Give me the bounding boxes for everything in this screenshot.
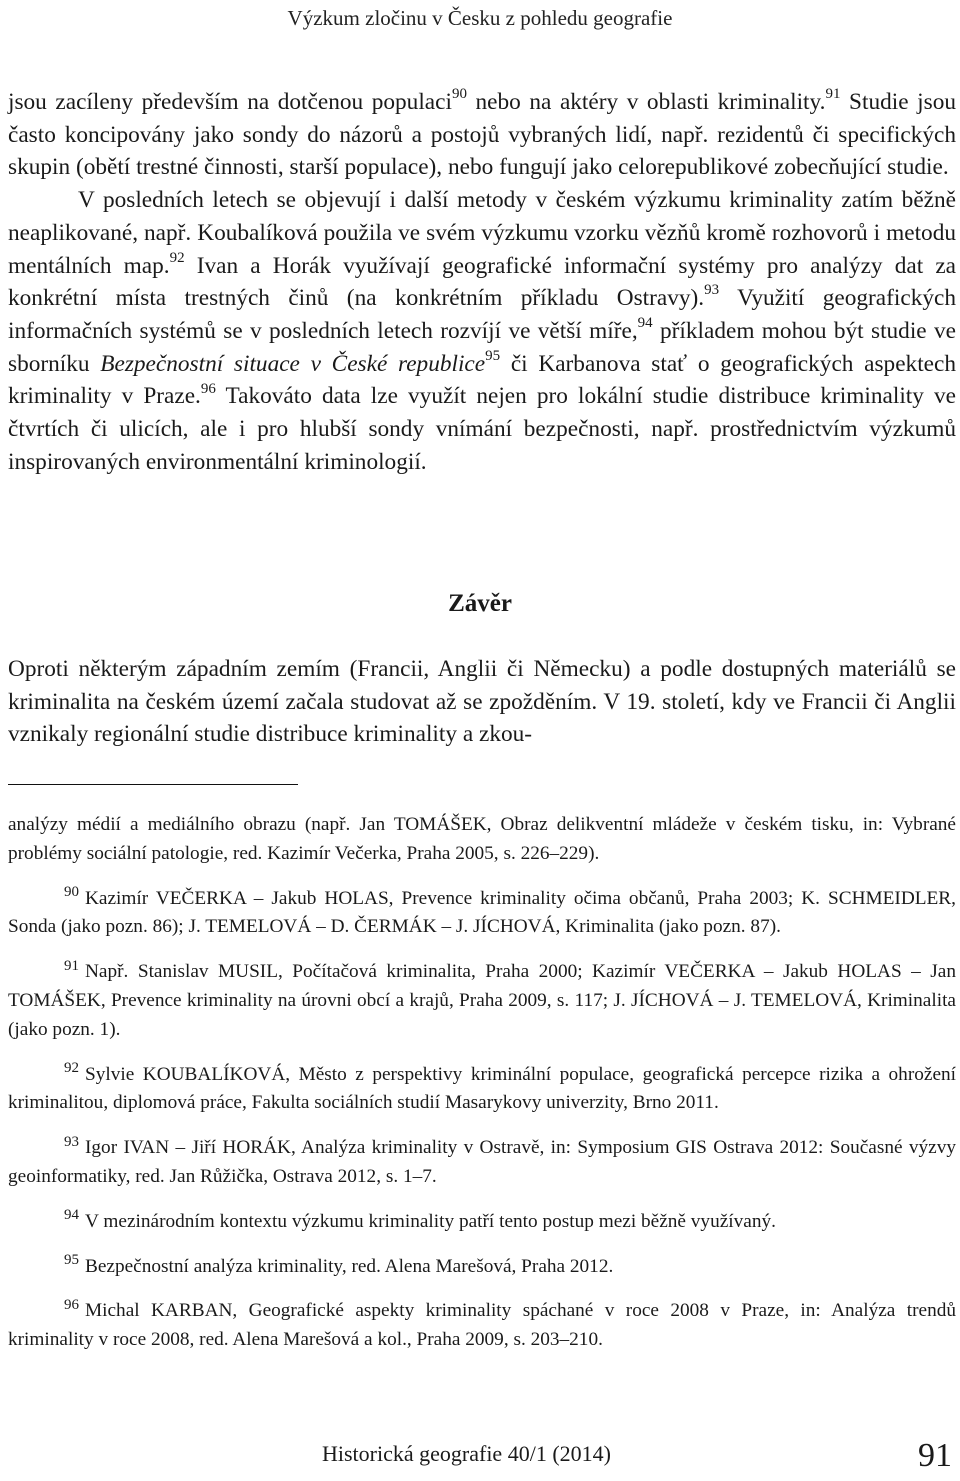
footnote-95 <box>8 1253 956 1282</box>
main-text <box>8 86 956 478</box>
text-run: jsou zacíleny především na dotčenou populaci <box>8 89 452 115</box>
footnote-number: 94 <box>64 1207 79 1224</box>
page-number: 91 <box>918 1437 952 1474</box>
footnote-ref[interactable]: 96 <box>200 380 216 397</box>
footnote-continued: analýzy médií a mediálního obrazu (např. Jan TOMÁŠEK, Obraz delikventní mládeže v českém tisku, in: Vybrané problémy sociální patologie, red. Kazimír Večerka, Praha 2005, s. 226–229). <box>8 814 956 864</box>
text-run: V posledních letech se objevují i další metody v českém výzkumu kriminality zatím běžně neaplikované, např. Koubalíková použila ve svém výzkumu vzorku vězňů kromě rozhovorů i metodu mentálních map. <box>8 187 956 279</box>
paragraph-1 <box>8 86 956 184</box>
text-run: či Karbanova stať o geografických aspektech kriminality v Praze. <box>8 350 956 410</box>
journal-footer: Historická geografie 40/1 (2014) <box>322 1441 611 1466</box>
footnote-text: Michal KARBAN, Geografické aspekty kriminality spáchané v roce 2008 v Praze, in: Analýza trendů kriminality v roce 2008, red. Alena Marešová a kol., Praha 2009, s. 203–210. <box>8 1300 956 1351</box>
footnote-number: 92 <box>64 1060 79 1077</box>
footnote-92 <box>8 1061 956 1119</box>
footnote-number: 96 <box>64 1296 79 1313</box>
footnote-ref[interactable]: 92 <box>169 249 185 266</box>
footnote-number: 93 <box>64 1133 79 1150</box>
text-run: Takováto data lze využít nejen pro lokální studie distribuce kriminality ve čtvrtích či ulicích, ale i pro hlubší sondy vnímání bezpečnosti, např. prostřednictvím výzkumů inspirovaných environmentální kriminologií. <box>8 383 956 475</box>
footnote-number: 91 <box>64 957 79 974</box>
text-run: Ivan a Horák využívají geografické informační systémy pro analýzy dat za konkrétní místa trestných činů (na konkrétním příkladu Ostravy). <box>8 252 956 312</box>
footnote-text: Např. Stanislav MUSIL, Počítačová kriminalita, Praha 2000; Kazimír VEČERKA – Jakub HOLAS – Jan TOMÁŠEK, Prevence kriminality na úrovni obcí a krajů, Praha 2009, s. 117; J. JÍCHOVÁ – J. TEMELOVÁ, Kriminalita (jako pozn. 1). <box>8 961 956 1040</box>
conclusion-paragraph: Oproti některým západním zemím (Francii, Anglii či Německu) a podle dostupných materiálů se kriminalita na českém území začala studovat až se zpožděním. V 19. století, kdy ve Francii či Anglii vznikaly regionální studie distribuce kriminality a zkou- <box>8 656 956 748</box>
footnote-number: 90 <box>64 884 79 901</box>
footnote-ref[interactable]: 90 <box>451 86 467 103</box>
text-run: příkladem mohou být studie ve sborníku <box>8 317 956 377</box>
footnote-ref[interactable]: 94 <box>637 315 653 332</box>
paragraph-2 <box>8 184 956 478</box>
footnote-text: Igor IVAN – Jiří HORÁK, Analýza kriminality v Ostravě, in: Symposium GIS Ostrava 2012: Současné výzvy geoinformatiky, red. Jan Růžička, Ostrava 2012, s. 1–7. <box>8 1137 956 1187</box>
footnote-91 <box>8 958 956 1044</box>
footnote-90 <box>8 885 956 943</box>
footnote-ref[interactable]: 95 <box>485 347 501 364</box>
conclusion-text <box>8 653 956 751</box>
text-run: Studie jsou často koncipovány jako sondy do názorů a postojů vybraných lidí, např. rezidentů či specifických skupin (obětí trestné činnosti, starší populace), nebo fungují jako celorepublikové zobecňující studie. <box>8 89 956 181</box>
footnote-93 <box>8 1134 956 1192</box>
footnote-ref[interactable]: 91 <box>825 86 841 103</box>
text-run: nebo na aktéry v oblasti kriminality. <box>466 89 826 115</box>
footnote-ref[interactable]: 93 <box>704 282 720 299</box>
section-heading: Závěr <box>448 590 512 617</box>
text-run: Využití geografických informačních systémů se v posledních letech rozvíjí ve větší míře, <box>8 285 956 344</box>
footnotes <box>8 811 956 1355</box>
footnote-text: Kazimír VEČERKA – Jakub HOLAS, Prevence kriminality očima občanů, Praha 2003; K. SCHMEIDLER, Sonda (jako pozn. 86); J. TEMELOVÁ – D. ČERMÁK – J. JÍCHOVÁ, Kriminalita (jako pozn. 87). <box>8 887 956 938</box>
italic-title: Bezpečnostní situace v České republice <box>100 350 486 377</box>
footnote-text: Sylvie KOUBALÍKOVÁ, Město z perspektivy kriminální populace, geografická percepce rizika a ohrožení kriminalitou, diplomová práce, Fakulta sociálních studií Masarykovy univerzity, Brno 2011. <box>8 1063 956 1114</box>
footnote-number: 95 <box>64 1252 79 1269</box>
footnote-text: V mezinárodním kontextu výzkumu kriminality patří tento postup mezi běžně využívaný. <box>85 1210 776 1232</box>
footnote-text: Bezpečnostní analýza kriminality, red. Alena Marešová, Praha 2012. <box>85 1255 614 1277</box>
footnote-separator <box>8 784 298 785</box>
footnote-96 <box>8 1297 956 1355</box>
running-header: Výzkum zločinu v Česku z pohledu geografie <box>287 6 673 30</box>
footnote-94 <box>8 1208 956 1237</box>
